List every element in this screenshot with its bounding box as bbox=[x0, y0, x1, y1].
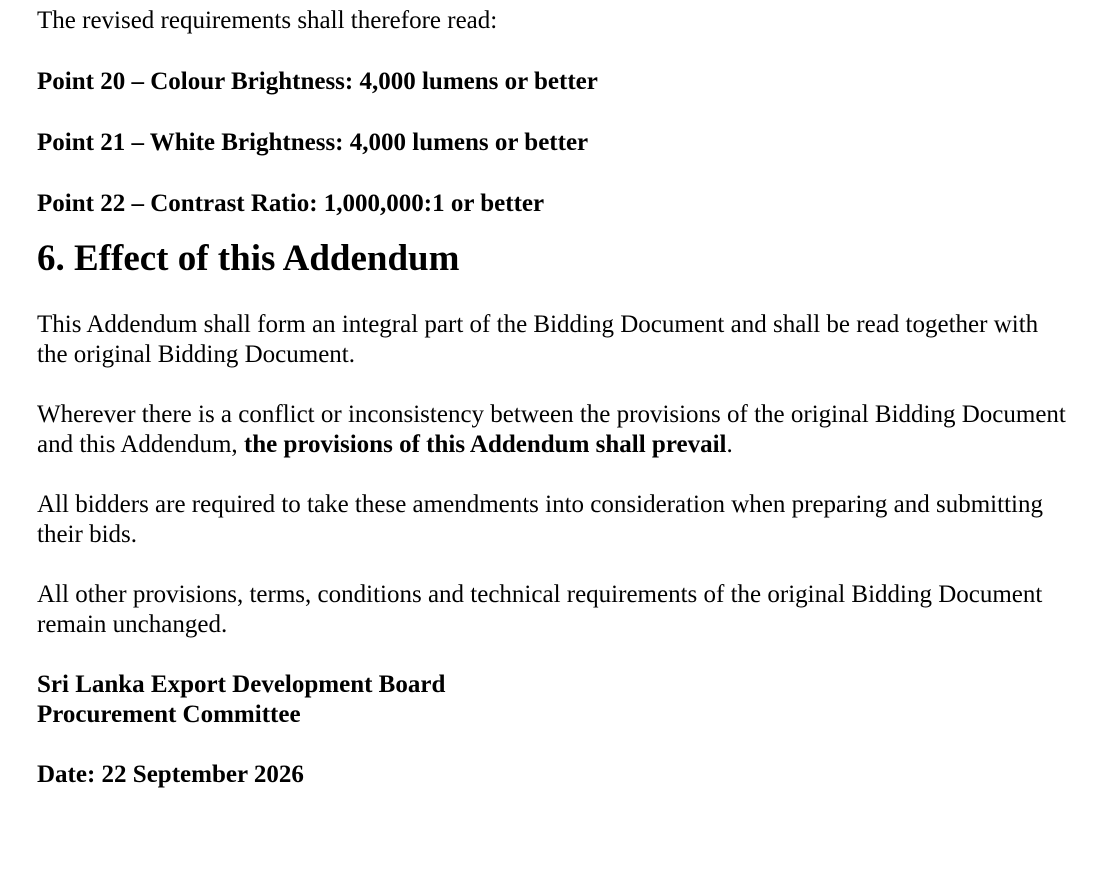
conflict-paragraph-text: Wherever there is a conflict or inconsistency between the provisions of the original Bidding Document and this Addendum, bbox=[37, 401, 1066, 458]
committee-name: Procurement Committee bbox=[37, 701, 301, 728]
section-heading: 6. Effect of this Addendum bbox=[37, 238, 460, 279]
requirement-point-22: Point 22 – Contrast Ratio: 1,000,000:1 or better bbox=[37, 190, 545, 217]
intro-text: The revised requirements shall therefore read: bbox=[37, 7, 498, 34]
requirement-point-21: Point 21 – White Brightness: 4,000 lumens or better bbox=[37, 129, 589, 156]
organization-name: Sri Lanka Export Development Board bbox=[37, 671, 446, 698]
bidders-paragraph: All bidders are required to take these amendments into consideration when preparing and submitting their bids. bbox=[37, 491, 1043, 548]
unchanged-provisions-paragraph: All other provisions, terms, conditions and technical requirements of the original Bidding Document remain unchanged. bbox=[37, 581, 1043, 638]
addendum-integral-paragraph: This Addendum shall form an integral part of the Bidding Document and shall be read together with the original Bidding Document. bbox=[37, 311, 1039, 368]
signature-block bbox=[37, 670, 1100, 730]
conflict-paragraph-end: . bbox=[726, 431, 733, 458]
requirement-point-20: Point 20 – Colour Brightness: 4,000 lumens or better bbox=[37, 68, 598, 95]
conflict-paragraph bbox=[37, 400, 1067, 460]
prevail-clause: the provisions of this Addendum shall prevail bbox=[243, 431, 727, 458]
document-date: Date: 22 September 2026 bbox=[37, 761, 304, 788]
